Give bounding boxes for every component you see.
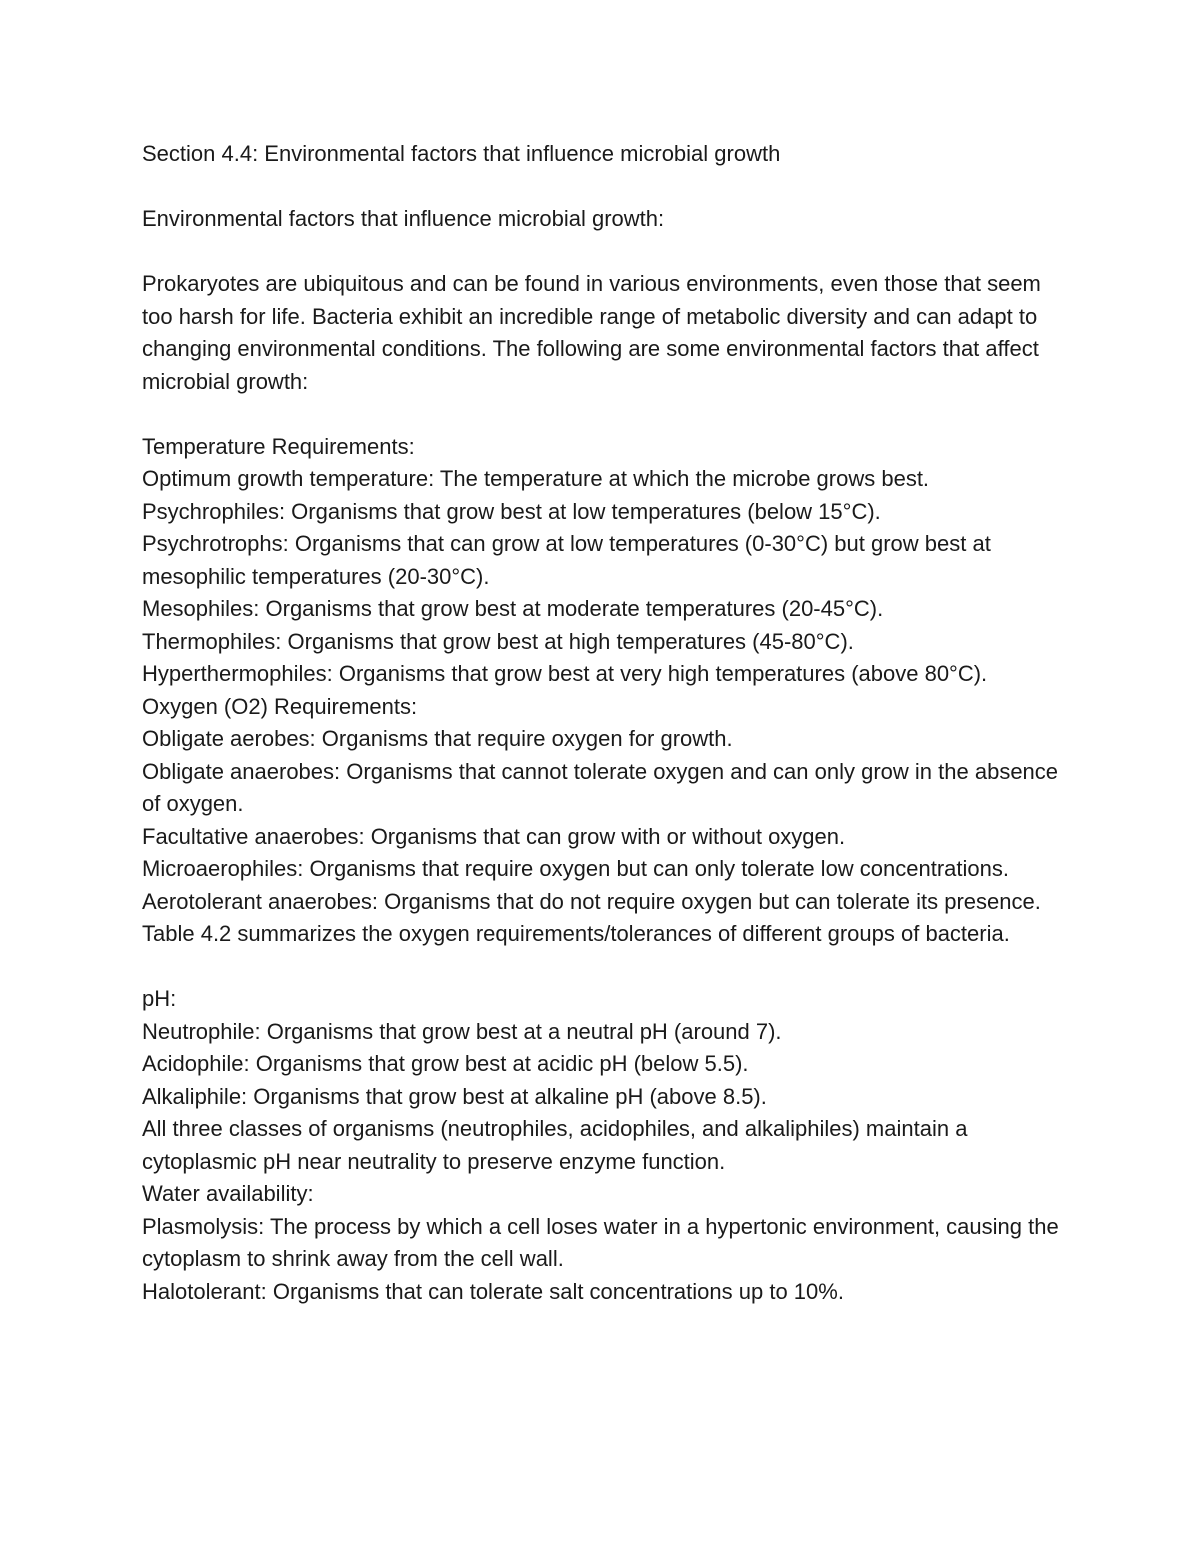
ph-item-alkaliphile: Alkaliphile: Organisms that grow best at alkaline pH (above 8.5). <box>142 1083 767 1109</box>
oxygen-heading: Oxygen (O2) Requirements: <box>142 693 418 719</box>
water-heading: Water availability: <box>142 1181 314 1206</box>
oxygen-item-facultative-anaerobes: Facultative anaerobes: Organisms that can grow with or without oxygen. <box>142 823 846 849</box>
water-item-plasmolysis: Plasmolysis: The process by which a cell loses water in a hypertonic environment, causing the cytoplasm to shrink away from the cell wall. <box>142 1213 1059 1271</box>
oxygen-item-table-reference: Table 4.2 summarizes the oxygen requirements/tolerances of different groups of bacteria. <box>142 921 1010 946</box>
temperature-item-mesophiles: Mesophiles: Organisms that grow best at moderate temperatures (20-45°C). <box>142 596 884 621</box>
temperature-item-thermophiles: Thermophiles: Organisms that grow best at high temperatures (45-80°C). <box>142 628 854 654</box>
intro-paragraph: Prokaryotes are ubiquitous and can be found in various environments, even those that seem too harsh for life. Bacteria exhibit an incredible range of metabolic diversity and can adapt to changing environmental conditions. The following are some environmental factors that affect microbial growth: <box>142 271 1041 394</box>
temperature-item-psychrotrophs: Psychrotrophs: Organisms that can grow at low temperatures (0-30°C) but grow best at mesophilic temperatures (20-30°C). <box>142 531 991 589</box>
temperature-heading: Temperature Requirements: <box>142 433 415 459</box>
oxygen-item-aerotolerant-anaerobes: Aerotolerant anaerobes: Organisms that do not require oxygen but can tolerate its presence. <box>142 888 1041 914</box>
ph-heading: pH: <box>142 986 177 1011</box>
ph-item-neutrophile: Neutrophile: Organisms that grow best at a neutral pH (around 7). <box>142 1018 782 1044</box>
spacer <box>142 236 1072 269</box>
ph-item-summary: All three classes of organisms (neutrophiles, acidophiles, and alkaliphiles) maintain a cytoplasmic pH near neutrality to preserve enzyme function. <box>142 1116 968 1174</box>
spacer <box>142 951 1072 984</box>
oxygen-item-obligate-anaerobes: Obligate anaerobes: Organisms that cannot tolerate oxygen and can only grow in the absence of oxygen. <box>142 758 1059 816</box>
section-title: Section 4.4: Environmental factors that influence microbial growth <box>142 141 781 166</box>
water-item-halotolerant: Halotolerant: Organisms that can tolerate salt concentrations up to 10%. <box>142 1278 844 1304</box>
oxygen-item-microaerophiles: Microaerophiles: Organisms that require oxygen but can only tolerate low concentrations. <box>142 856 1010 881</box>
temperature-item-hyperthermophiles: Hyperthermophiles: Organisms that grow best at very high temperatures (above 80°C). <box>142 661 988 686</box>
oxygen-item-obligate-aerobes: Obligate aerobes: Organisms that require oxygen for growth. <box>142 726 733 751</box>
spacer <box>142 398 1072 431</box>
subtitle: Environmental factors that influence microbial growth: <box>142 206 665 231</box>
document-body <box>142 138 1072 1308</box>
temperature-item-optimum: Optimum growth temperature: The temperature at which the microbe grows best. <box>142 466 930 491</box>
spacer <box>142 171 1072 204</box>
temperature-item-psychrophiles: Psychrophiles: Organisms that grow best at low temperatures (below 15°C). <box>142 498 881 524</box>
ph-item-acidophile: Acidophile: Organisms that grow best at acidic pH (below 5.5). <box>142 1051 749 1076</box>
